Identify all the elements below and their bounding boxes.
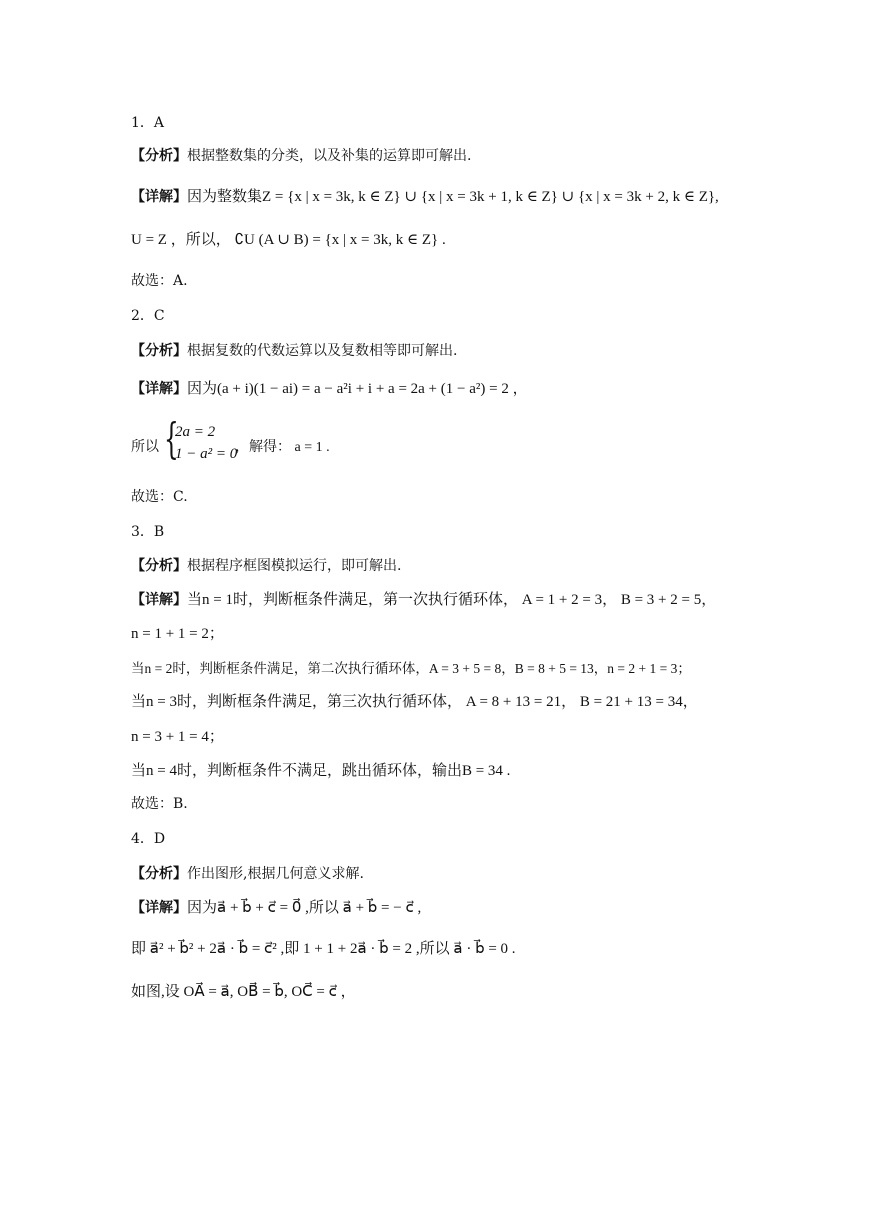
q3-analysis-tag: 【分析】: [131, 558, 187, 574]
q1-answer: 1．A: [131, 115, 165, 131]
q4-analysis: [131, 864, 364, 884]
q3-choice: 故选：B.: [131, 796, 188, 812]
q3-analysis: [131, 556, 401, 576]
q4-detail-text1: 因为a⃗ + b⃗ + c⃗ = 0⃗ ,所以 a⃗ + b⃗ = − c⃗ ,: [187, 900, 422, 916]
q1-detail-line1: [131, 187, 719, 207]
q4-answer: 4．D: [131, 831, 166, 847]
q4-detail-line1: [131, 898, 421, 918]
q2-analysis: [131, 341, 457, 361]
q1-detail-formula: 因为整数集Z = {x | x = 3k, k ∈ Z} ∪ {x | x = 3k + 1, k ∈ Z} ∪ {x | x = 3k + 2, k ∈ Z},: [187, 189, 719, 205]
q1-analysis-text: 根据整数集的分类，以及补集的运算即可解出.: [187, 148, 472, 164]
q4-analysis-tag: 【分析】: [131, 866, 187, 882]
q3-detail-line4: 当n = 3时，判断框条件满足，第三次执行循环体， A = 8 + 13 = 21， B = 21 + 13 = 34，: [131, 694, 698, 710]
q2-equation-system: [131, 414, 491, 468]
q3-detail-line3: 当n = 2时，判断框条件满足，第二次执行循环体，A = 3 + 5 = 8，B = 8 + 5 = 13，n = 2 + 1 = 3；: [131, 661, 691, 676]
q3-detail-line2: n = 1 + 1 = 2；: [131, 626, 224, 642]
q1-choice: 故选：A.: [131, 273, 188, 289]
q2-answer: 2．C: [131, 308, 165, 324]
q1-analysis-tag: 【分析】: [131, 148, 187, 164]
q4-detail-line3: 如图,设 OA⃗ = a⃗, OB⃗ = b⃗, OC⃗ = c⃗ ，: [131, 984, 356, 1000]
q2-analysis-text: 根据复数的代数运算以及复数相等即可解出.: [187, 343, 458, 359]
q2-system-prefix: 所以: [131, 439, 159, 455]
q2-system-after: ，解得： a = 1 .: [235, 440, 330, 455]
q1-analysis: [131, 146, 471, 166]
q2-detail-tag: 【详解】: [131, 381, 187, 397]
q2-choice: 故选：C.: [131, 489, 188, 505]
q4-analysis-text: 作出图形,根据几何意义求解.: [187, 866, 364, 882]
q3-detail-text1: 当n = 1时，判断框条件满足，第一次执行循环体， A = 1 + 2 = 3， B = 3 + 2 = 5，: [187, 592, 717, 608]
q3-detail-line5: n = 3 + 1 = 4；: [131, 729, 224, 745]
left-brace-icon: {: [164, 414, 179, 463]
q4-detail-tag: 【详解】: [131, 900, 187, 916]
q3-analysis-text: 根据程序框图模拟运行，即可解出.: [187, 558, 402, 574]
q3-detail-tag: 【详解】: [131, 592, 187, 608]
q2-system-row2: 1 − a² = 0: [175, 446, 238, 462]
q2-system-row1: 2a = 2: [175, 424, 216, 440]
q3-detail-line6: 当n = 4时，判断框条件不满足，跳出循环体，输出B = 34 .: [131, 763, 511, 779]
q3-answer: 3．B: [131, 524, 165, 540]
q1-detail-line2: U = Z ，所以， ∁U (A ∪ B) = {x | x = 3k, k ∈ Z} .: [131, 232, 446, 248]
q4-detail-line2: 即 a⃗² + b⃗² + 2a⃗ · b⃗ = c⃗² ,即 1 + 1 + 2a⃗ · b⃗ = 2 ,所以 a⃗ · b⃗ = 0 .: [131, 941, 516, 957]
q2-detail-line1: [131, 379, 528, 399]
q3-detail-line1: [131, 590, 716, 610]
q1-detail-tag: 【详解】: [131, 189, 187, 205]
q2-analysis-tag: 【分析】: [131, 343, 187, 359]
q2-detail-formula: 因为(a + i)(1 − ai) = a − a²i + i + a = 2a + (1 − a²) = 2 ，: [187, 381, 528, 397]
